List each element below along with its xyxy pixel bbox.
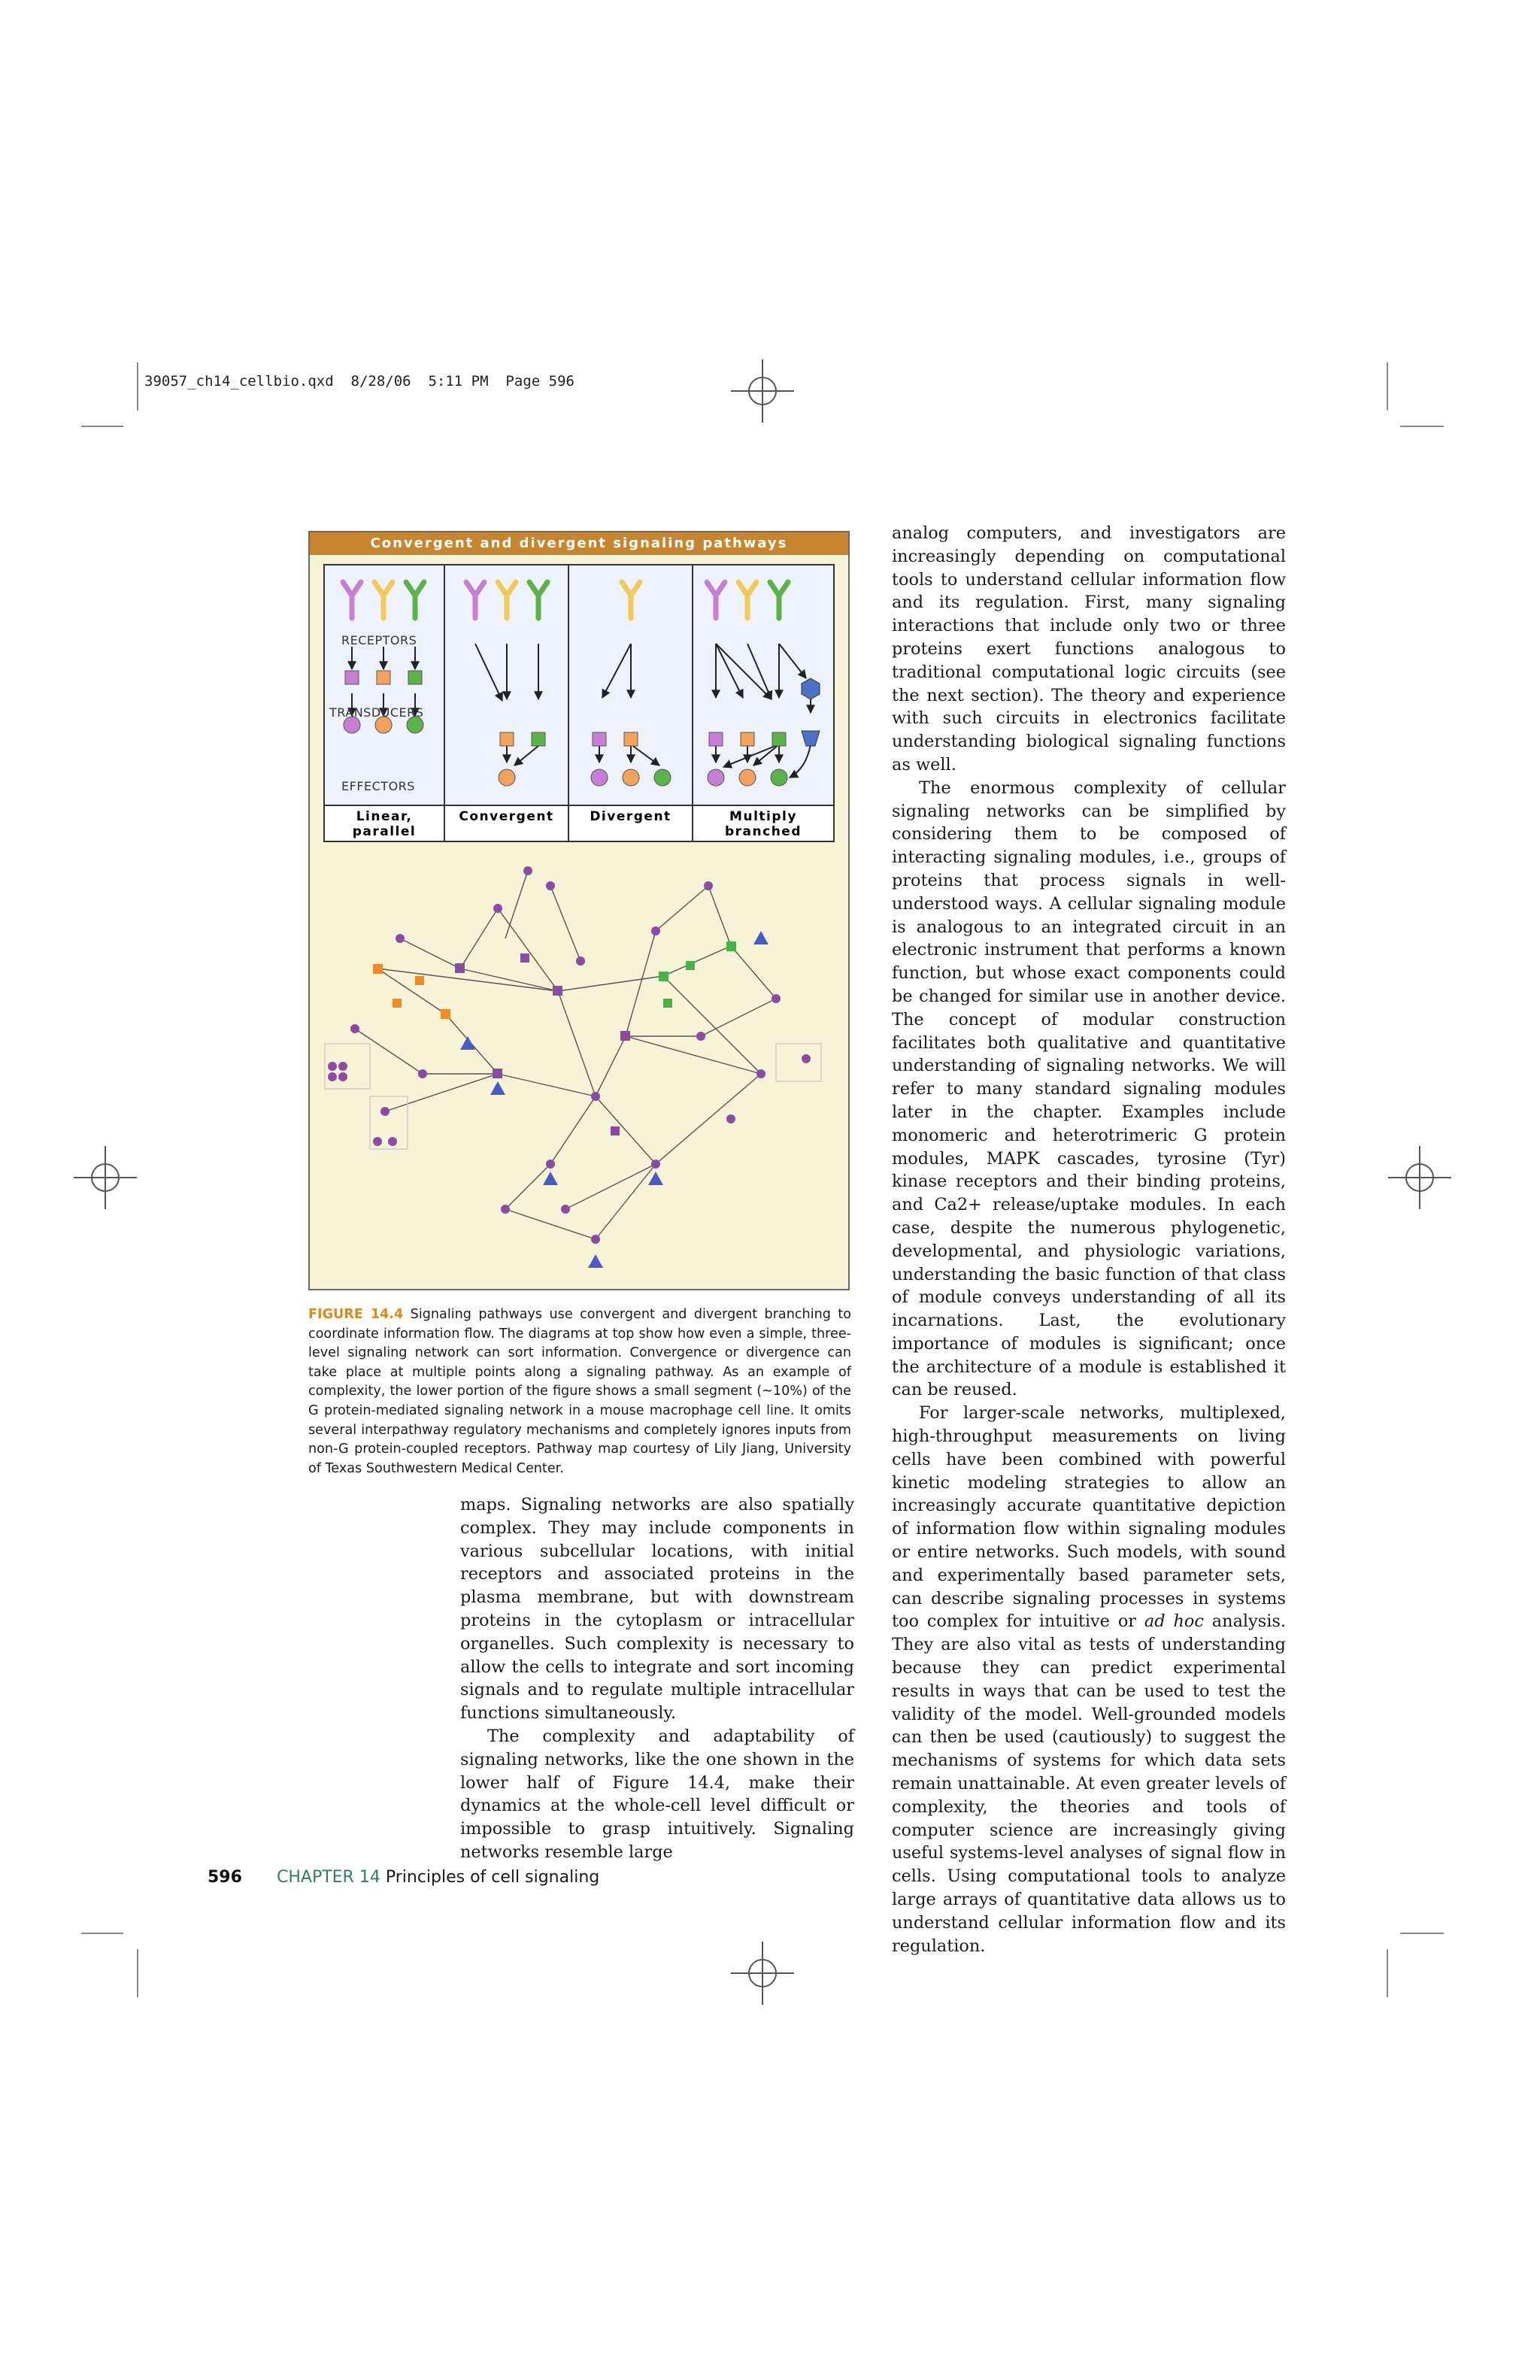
panel-convergent: [445, 565, 569, 841]
page-number: 596: [208, 1868, 242, 1887]
registration-mark-left: [74, 1146, 137, 1209]
panel-linear-parallel: [325, 565, 445, 841]
chapter-label: CHAPTER 14: [277, 1868, 380, 1887]
crop-mark-bottom-left-h: [81, 1933, 123, 1934]
crop-mark-bottom-left-v: [137, 1949, 138, 1997]
pathway-panels: [323, 564, 835, 842]
panel-label-multiply-branched: Multiply branched: [693, 805, 833, 841]
figure-14-4: [308, 531, 850, 1290]
figure-caption: [308, 1305, 851, 1478]
paragraph-text: For larger-scale networks, multiplexed, high-throughput measurements on living cells have been combined with powerful kinetic modeling strategies to allow an increasingly accurate quantitative depiction of information flow within signaling modules or entire networks. Such models, with sound and experimentally based parameter sets, can describe signaling processes in systems too complex for intuitive or: [892, 1403, 1286, 1632]
chapter-title: Principles of cell signaling: [385, 1868, 600, 1887]
label-effectors: EFFECTORS: [341, 779, 415, 793]
panel-divergent: [569, 565, 693, 841]
registration-mark-bottom: [731, 1942, 794, 2005]
printer-slug: 39057_ch14_cellbio.qxd 8/28/06 5:11 PM Page 596: [144, 373, 574, 390]
italic-term: ad hoc: [1144, 1611, 1204, 1632]
bottom-column: [460, 1493, 854, 1864]
panel-multiply-branched: [693, 565, 833, 841]
label-transducers: TRANSDUCERS: [329, 705, 424, 720]
running-footer: [277, 1868, 599, 1887]
paragraph: The enormous complexity of cellular signaling networks can be simplified by considering them to be composed of interacting signaling modules, i.e., groups of proteins that process signals in well-understood ways. A cellular signaling module is analogous to an integrated circuit in an electronic instrument that performs a known function, but whose exact components could be changed for similar use in another device. The concept of modular construction facilitates both qualitative and quantitative understanding of signaling networks. We will refer to many standard signaling modules later in the chapter. Examples include monomeric and heterotrimeric G protein modules, MAPK cascades, tyrosine (Tyr) kinase receptors and their binding proteins, and Ca2+ release/uptake modules. In each case, despite the numerous phylogenetic, developmental, and physiologic variations, understanding the basic function of that class of module conveys understanding of all its incarnations. Last, the evolutionary importance of modules is significant; once the architecture of a module is established it can be reused.: [892, 778, 1286, 1400]
crop-mark-bottom-right-h: [1400, 1933, 1444, 1934]
label-receptors: RECEPTORS: [341, 633, 417, 647]
paragraph-text: analysis. They are also vital as tests of understanding because they can predict experimental results in ways that can be used to test the validity of the model. Well-grounded models can then be used (cautiously) to suggest the mechanisms of systems for which data sets remain unattainable. At even greater levels of complexity, the theories and tools of computer science are increasingly giving useful systems-level analyses of signal flow in cells. Using computational tools to analyze large arrays of quantitative data allows us to understand cellular information flow and its regulation.: [892, 1611, 1286, 1956]
panel-label-linear: Linear, parallel: [325, 805, 444, 841]
panel-label-divergent: Divergent: [569, 805, 692, 841]
figure-header: Convergent and divergent signaling pathways: [310, 532, 848, 555]
crop-mark-top-left-h: [81, 426, 123, 427]
divergent-diagram: [569, 565, 692, 805]
crop-mark-top-right-v: [1387, 362, 1388, 411]
paragraph: analog computers, and investigators are increasingly depending on computational tools to understand cellular information flow and its regulation. First, many signaling interactions that include only two or three proteins exert functions analogous to traditional computational logic circuits (see the next section). The theory and experience with such circuits in electronics facilitate understanding biological signaling functions as well.: [892, 523, 1286, 775]
crop-mark-bottom-right-v: [1387, 1949, 1388, 1997]
linear-parallel-diagram: [325, 565, 444, 805]
convergent-diagram: [445, 565, 568, 805]
caption-text: Signaling pathways use convergent and divergent branching to coordinate information flow. The diagrams at top show how even a simple, three-level signaling network can sort information. Convergence or divergence can take place at multiple points along a signaling pathway. As an example of complexity, the lower portion of the figure shows a small segment (~10%) of the G protein-mediated signaling network in a mouse macrophage cell line. It omits several interpathway regulatory mechanisms and completely ignores inputs from non-G protein-coupled receptors. Pathway map courtesy of Lily Jiang, University of Texas Southwestern Medical Center.: [308, 1307, 851, 1476]
multiply-branched-diagram: [693, 565, 832, 805]
paragraph: The complexity and adaptability of signaling networks, like the one shown in the lower half of Figure 14.4, make their dynamics at the whole-cell level difficult or impossible to grasp intuitively. Signaling networks resemble large: [460, 1726, 854, 1862]
crop-mark-top-left-v: [137, 362, 138, 411]
pathway-network-map: [310, 848, 848, 1288]
panel-label-convergent: Convergent: [445, 805, 568, 841]
caption-label: FIGURE 14.4: [308, 1307, 404, 1322]
right-column: [892, 522, 1286, 1957]
paragraph: [892, 1402, 1286, 1957]
registration-mark-right: [1388, 1146, 1451, 1209]
registration-mark-top: [731, 359, 794, 423]
paragraph: maps. Signaling networks are also spatially complex. They may include components in various subcellular locations, with initial receptors and associated proteins in the plasma membrane, but with downstream proteins in the cytoplasm or intracellular organelles. Such complexity is necessary to allow the cells to integrate and sort incoming signals and to regulate multiple intracellular functions simultaneously.: [460, 1495, 854, 1724]
crop-mark-top-right-h: [1400, 426, 1444, 427]
